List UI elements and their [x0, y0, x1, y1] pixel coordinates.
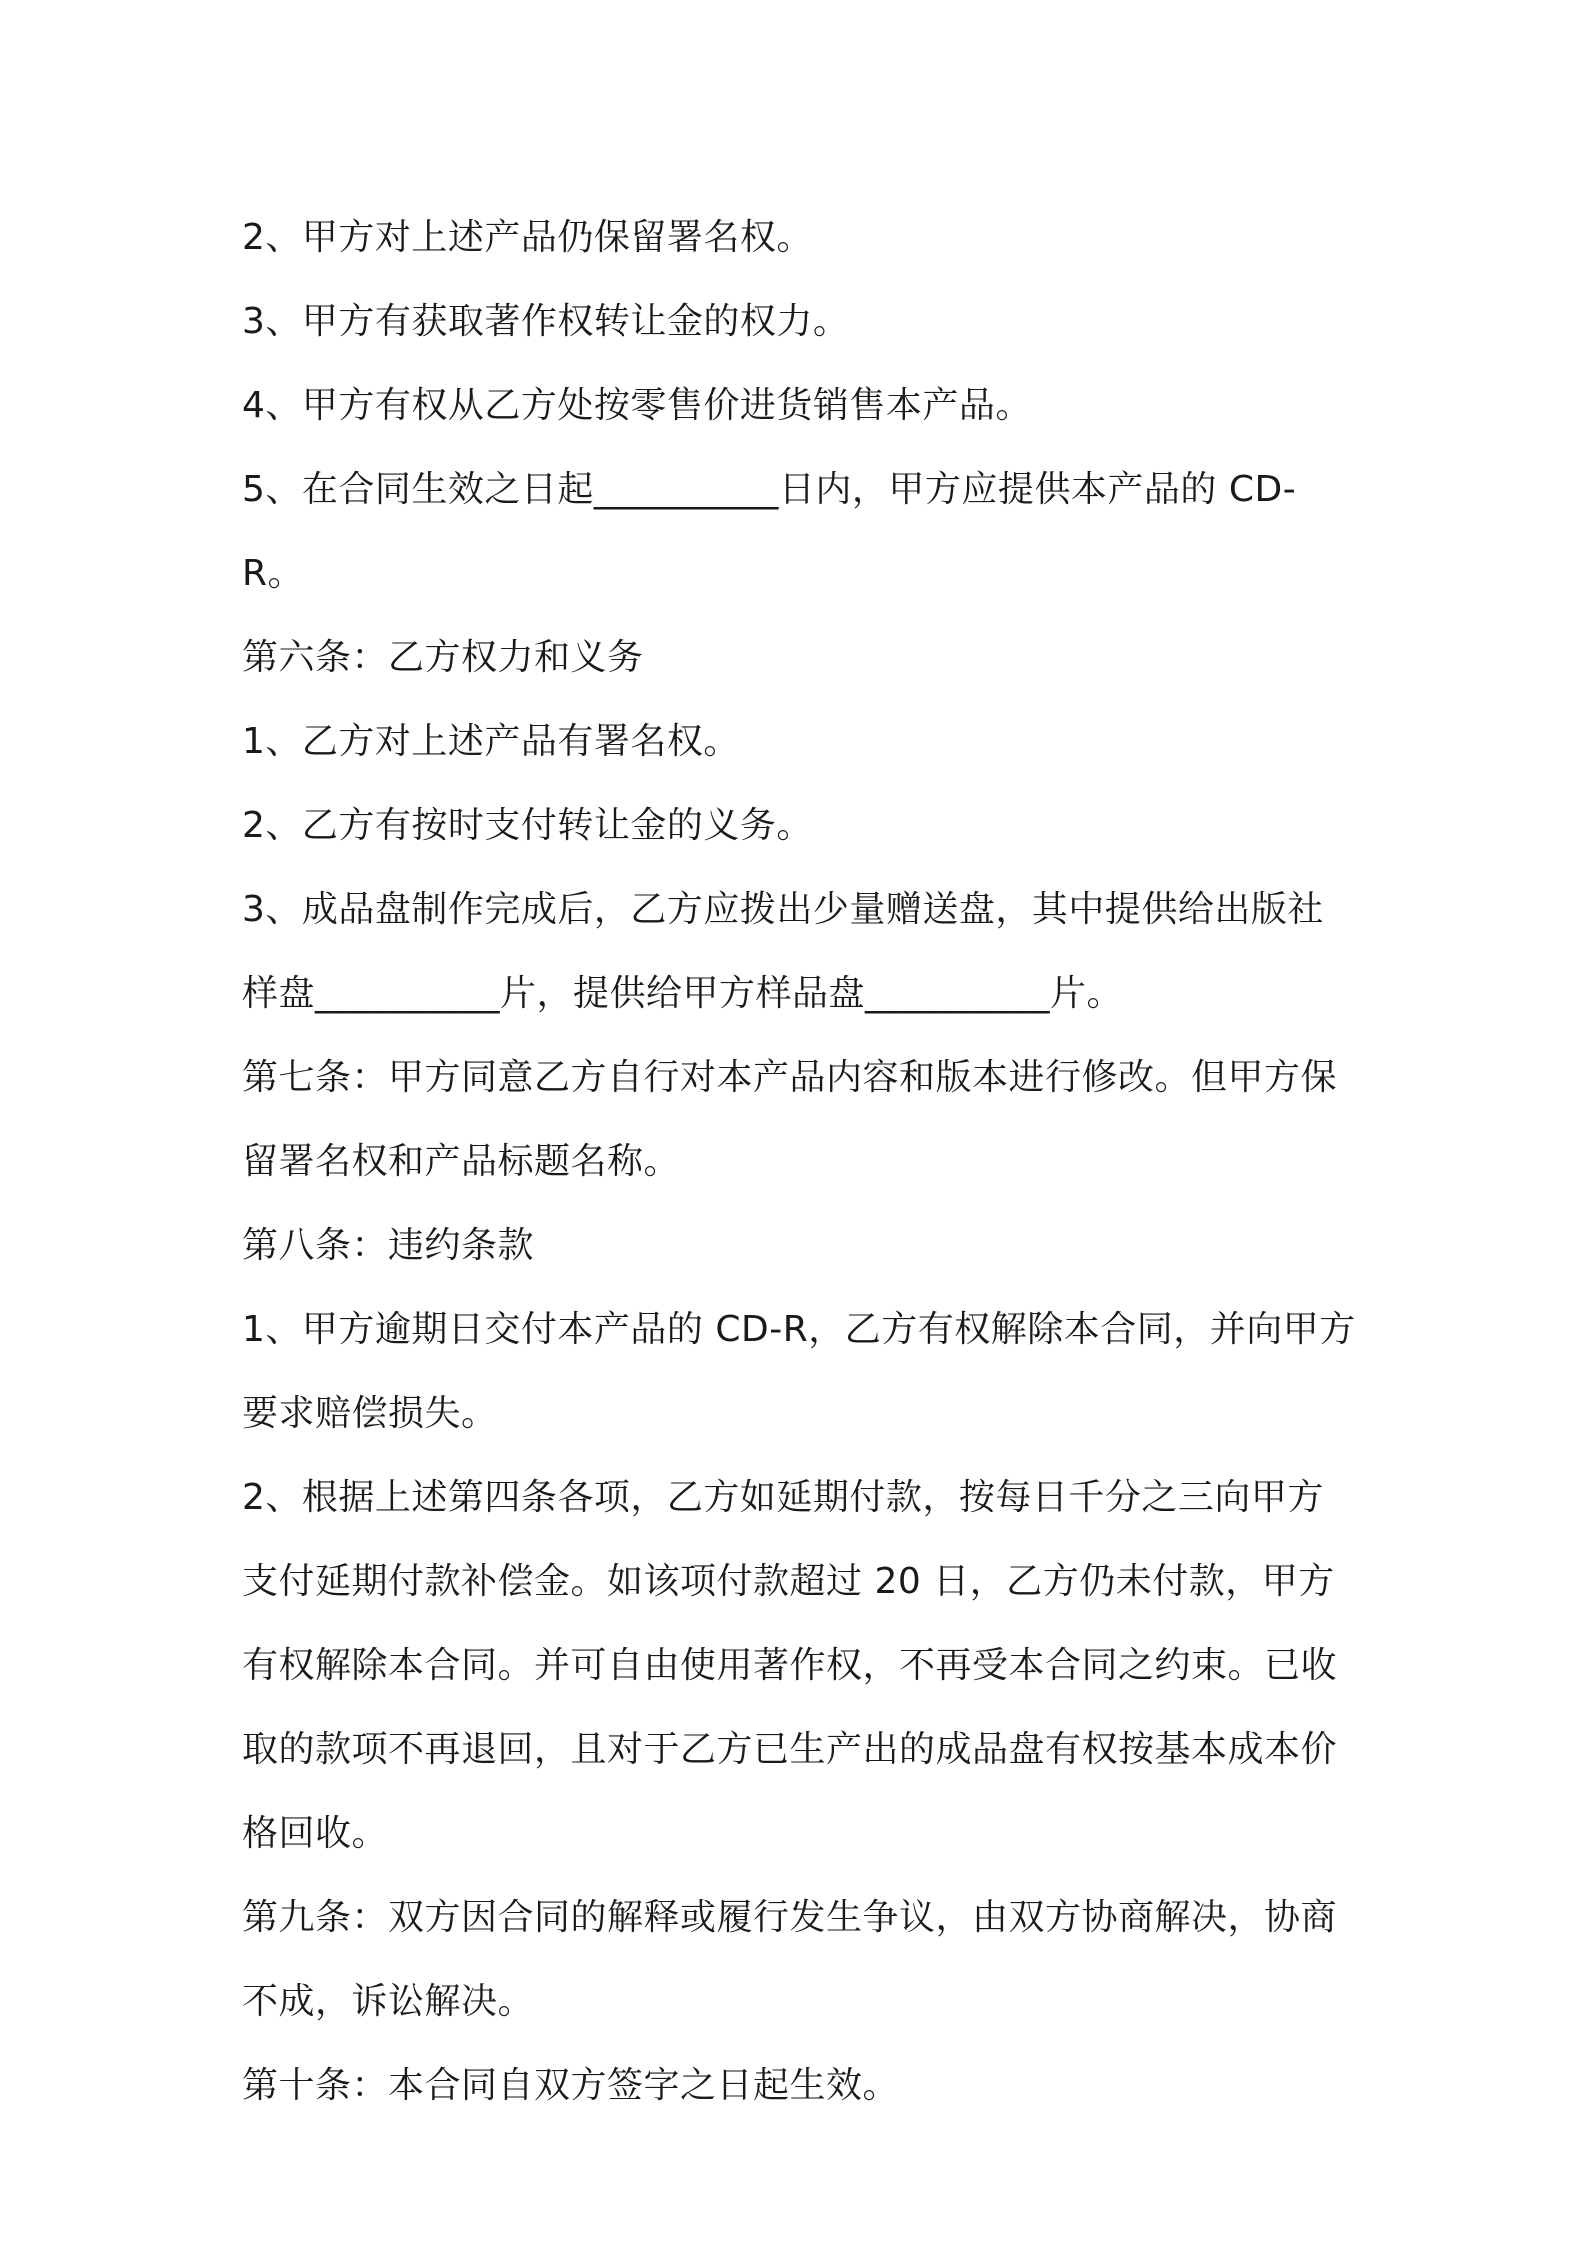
document-body: [242, 196, 1357, 2128]
clause-8-item-1: 1、甲方逾期日交付本产品的 CD-R，乙方有权解除本合同，并向甲方要求赔偿损失。: [242, 1309, 1356, 1434]
clause-6-item-3: 3、成品盘制作完成后，乙方应拨出少量赠送盘，其中提供给出版社样盘__________片，提供给甲方样品盘__________片。: [242, 889, 1324, 1014]
clause-5-item-3: 3、甲方有获取著作权转让金的权力。: [242, 301, 850, 342]
clause-6-heading: 第六条：乙方权力和义务: [242, 637, 644, 678]
clause-7: 第七条：甲方同意乙方自行对本产品内容和版本进行修改。但甲方保留署名权和产品标题名称。: [242, 1057, 1338, 1182]
clause-5-item-2: 2、甲方对上述产品仍保留署名权。: [242, 217, 813, 258]
clause-6-item-2: 2、乙方有按时支付转让金的义务。: [242, 805, 813, 846]
clause-9: 第九条：双方因合同的解释或履行发生争议，由双方协商解决，协商不成，诉讼解决。: [242, 1897, 1338, 2022]
clause-6-item-1: 1、乙方对上述产品有署名权。: [242, 721, 740, 762]
clause-8-heading: 第八条：违约条款: [242, 1225, 535, 1266]
clause-5-item-5: 5、在合同生效之日起__________日内，甲方应提供本产品的 CD-R。: [242, 469, 1297, 594]
clause-8-item-2: 2、根据上述第四条各项，乙方如延期付款，按每日千分之三向甲方支付延期付款补偿金。如该项付款超过 20 日，乙方仍未付款，甲方有权解除本合同。并可自由使用著作权，不再受本合同之约束。已收取的款项不再退回，且对于乙方已生产出的成品盘有权按基本成本价格回收。: [242, 1477, 1338, 1854]
clause-10: 第十条：本合同自双方签字之日起生效。: [242, 2065, 900, 2106]
clause-5-item-4: 4、甲方有权从乙方处按零售价进货销售本产品。: [242, 385, 1032, 426]
